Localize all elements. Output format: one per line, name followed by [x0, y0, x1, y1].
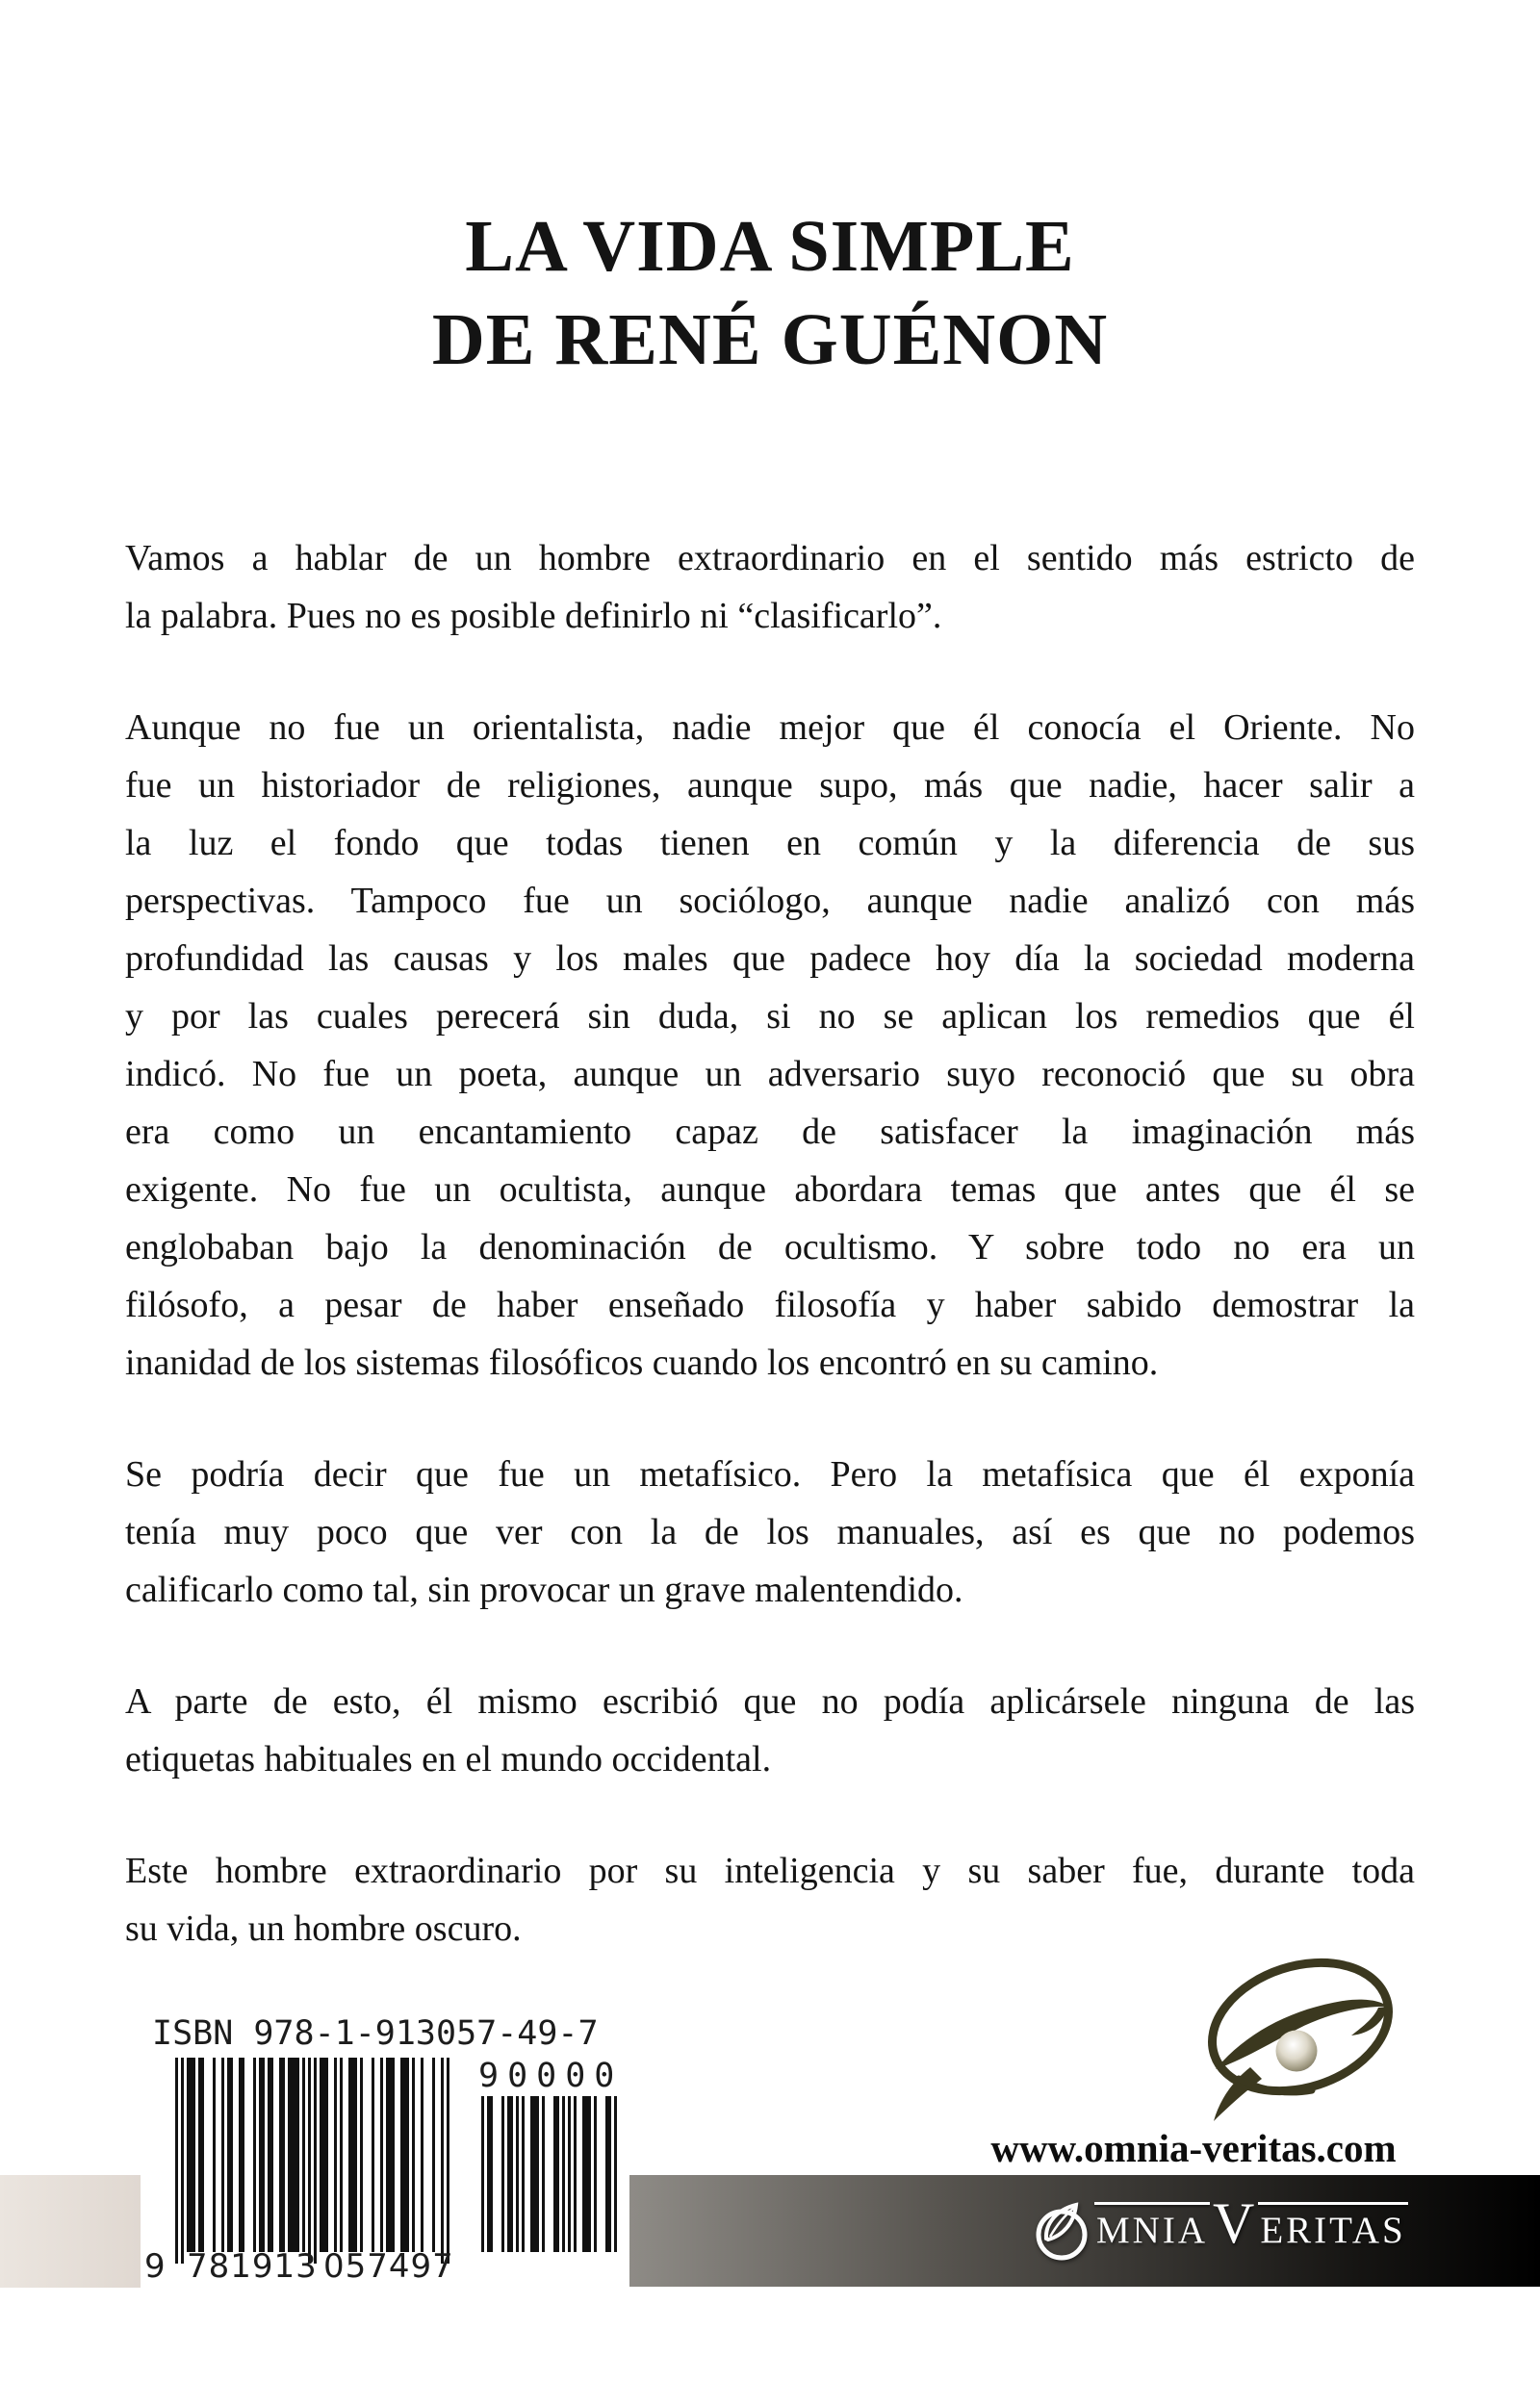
book-title [0, 200, 1540, 387]
text-line: inanidad de los sistemas filosóficos cuando los encontró en su camino. [125, 1343, 1159, 1383]
text-line: Vamos a hablar de un hombre extraordinario en el sentido más estricto de [125, 538, 1415, 578]
book-title-line1: LA VIDA SIMPLE [465, 206, 1075, 287]
text-line: englobaban bajo la denominación de ocultismo. Y sobre todo no era un [125, 1227, 1415, 1267]
text-line: perspectivas. Tampoco fue un sociólogo, aunque nadie analizó con más [125, 881, 1415, 921]
logo-tail [1214, 2067, 1262, 2121]
isbn-number: ISBN 978-1-913057-49-7 [152, 2014, 599, 2053]
paragraph [125, 1446, 1415, 1619]
omnia-veritas-eye-logo [1198, 1952, 1405, 2127]
publisher-website: www.omnia-veritas.com [990, 2126, 1397, 2170]
paragraph [125, 699, 1415, 1392]
omnia-veritas-logotype [1032, 2190, 1410, 2258]
text-line: la palabra. Pues no es posible definirlo ni “clasificarlo”. [125, 596, 942, 636]
text-line: exigente. No fue un ocultista, aunque abordara temas que antes que él se [125, 1169, 1415, 1210]
paragraph [125, 1842, 1415, 1958]
ean13-barcode [175, 2058, 451, 2264]
text-line: indicó. No fue un poeta, aunque un adversario suyo reconoció que su obra [125, 1054, 1415, 1094]
text-line: tenía muy poco que ver con la de los manuales, así es que no podemos [125, 1512, 1415, 1552]
text-line: su vida, un hombre oscuro. [125, 1908, 522, 1949]
logotype-mnia: MNIA [1092, 2209, 1212, 2252]
logotype-v: V [1213, 2191, 1256, 2255]
text-line: y por las cuales perecerá sin duda, si no se aplican los remedios que él [125, 996, 1415, 1037]
text-line: filósofo, a pesar de haber enseñado filosofía y haber sabido demostrar la [125, 1285, 1415, 1325]
price-code: 90000 [478, 2057, 624, 2095]
text-line: Este hombre extraordinario por su inteligencia y su saber fue, durante toda [125, 1851, 1415, 1891]
ean5-supplement-barcode [478, 2096, 619, 2252]
logo-pearl-iris [1276, 2031, 1318, 2072]
paragraph [125, 529, 1415, 645]
logotype-eritas: ERITAS [1256, 2209, 1409, 2252]
ean-digit-first: 9 [144, 2247, 167, 2286]
text-line: la luz el fondo que todas tienen en común y la diferencia de sus [125, 823, 1415, 863]
text-line: etiquetas habituales en el mundo occidental. [125, 1739, 772, 1779]
omnia-o-leaf-icon [1032, 2198, 1091, 2262]
text-line: A parte de esto, él mismo escribió que no podía aplicársele ninguna de las [125, 1681, 1415, 1722]
spine-edge-strip [0, 2175, 141, 2288]
text-line: profundidad las causas y los males que padece hoy día la sociedad moderna [125, 938, 1415, 979]
back-cover-text [125, 529, 1415, 2011]
isbn-barcode-block [141, 2007, 629, 2288]
text-line: calificarlo como tal, sin provocar un grave malentendido. [125, 1570, 963, 1610]
book-title-line2: DE RENÉ GUÉNON [431, 299, 1109, 380]
text-line: era como un encantamiento capaz de satisfacer la imaginación más [125, 1112, 1415, 1152]
text-line: Se podría decir que fue un metafísico. Pero la metafísica que él exponía [125, 1454, 1415, 1495]
paragraph [125, 1673, 1415, 1788]
text-line: fue un historiador de religiones, aunque supo, más que nadie, hacer salir a [125, 765, 1415, 806]
text-line: Aunque no fue un orientalista, nadie mejor que él conocía el Oriente. No [125, 707, 1415, 748]
ean13-digits [141, 2247, 629, 2288]
ean-digit-group2: 057497 [323, 2247, 454, 2286]
ean-digit-group1: 781913 [187, 2247, 318, 2286]
